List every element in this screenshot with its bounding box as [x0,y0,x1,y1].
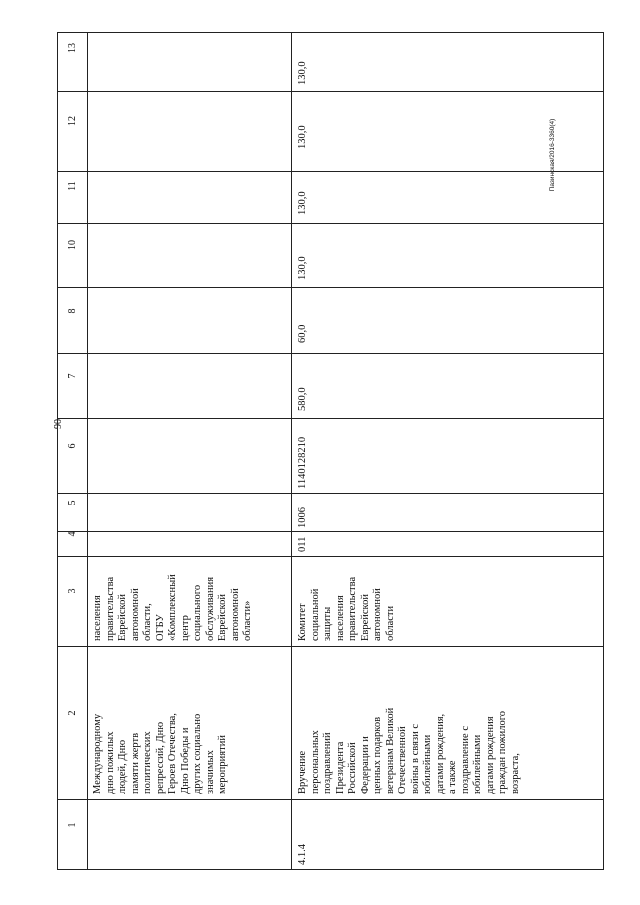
header-separator [87,33,88,869]
header-col-6: 6 [67,443,78,449]
header-col-5: 5 [67,500,78,506]
row-414-col11: 130,0 [297,191,308,215]
row-414-col5: 1006 [297,507,308,528]
col-line-5-4 [58,531,603,532]
row-414-col12: 130,0 [297,125,308,149]
header-col-10: 10 [67,240,78,250]
col-line-4-3 [58,556,603,557]
budget-table [57,32,604,870]
col-line-10-8 [58,287,603,288]
header-col-12: 12 [67,116,78,126]
col-line-2-1 [58,799,603,800]
header-col-13: 13 [67,43,78,53]
col-line-6-5 [58,493,603,494]
row-414-description: Вручение персональных поздравлений Президента Российской Федерации и ценных подарков ветеранам Великой Отечественной войны в связи с юбилейными датами рождения, а также поздравление с юбилейными датами рождения граждан пожилого возраста, [297,707,521,794]
row-414-col13: 130,0 [297,61,308,85]
header-col-8: 8 [67,308,78,314]
page-number: 90 [53,419,64,429]
header-col-2: 2 [67,710,78,716]
row-414-col6: 1140128210 [297,436,308,489]
prev-row-description: Международному дню пожилых людей, Дню памяти жертв политических репрессий, Дню Героев Отечества, Дню Победы и других социально значимых мероприятий [92,713,228,794]
col-line-11-10 [58,223,603,224]
col-line-12-11 [58,171,603,172]
header-col-4: 4 [67,531,78,537]
col-line-7-6 [58,418,603,419]
header-col-3: 3 [67,588,78,594]
header-col-11: 11 [67,181,78,191]
col-line-3-2 [58,646,603,647]
document-code: Пазинская/2016-3360(4) [549,118,556,192]
row-414-number: 4.1.4 [297,844,308,865]
row-414-col4: 011 [297,536,308,552]
col-line-13-12 [58,91,603,92]
row-414-col8: 60,0 [297,324,308,343]
row-separator [291,33,292,869]
row-414-executor: Комитет социальной защиты населения правительства Еврейской автономной области [297,576,396,641]
header-col-1: 1 [67,822,78,828]
header-col-7: 7 [67,373,78,379]
row-414-col7: 580,0 [297,387,308,411]
prev-row-executor: населения правительства Еврейской автономной области, ОГБУ «Комплексный центр социального обслуживания Еврейской автономной области» [92,574,253,641]
row-414-col10: 130,0 [297,256,308,280]
col-line-8-7 [58,353,603,354]
